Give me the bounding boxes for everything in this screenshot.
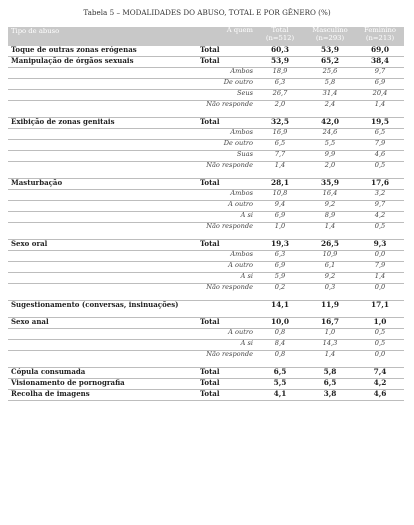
- cell-tipo: [8, 251, 188, 262]
- cell-total: 8,4: [256, 340, 304, 351]
- table-row: [8, 151, 404, 162]
- cell-tipo: Masturbação: [8, 179, 188, 190]
- cell-quem: Total: [188, 318, 256, 329]
- table-row: [8, 240, 404, 251]
- header-total-label: Total: [271, 26, 289, 34]
- cell-masculino: 16,4: [304, 190, 356, 201]
- cell-total: 10,0: [256, 318, 304, 329]
- cell-quem: Total: [188, 46, 256, 57]
- cell-quem: Total: [188, 240, 256, 251]
- cell-feminino: 4,2: [356, 379, 404, 390]
- cell-masculino: 24,6: [304, 129, 356, 140]
- cell-quem: Seus: [188, 90, 256, 101]
- cell-tipo: Sexo anal: [8, 318, 188, 329]
- cell-masculino: 25,6: [304, 68, 356, 79]
- table-row: [8, 68, 404, 79]
- cell-tipo: [8, 284, 188, 301]
- table-row: [8, 351, 404, 368]
- cell-feminino: 17,1: [356, 301, 404, 318]
- table-row: [8, 201, 404, 212]
- cell-quem: Total: [188, 57, 256, 68]
- cell-masculino: 65,2: [304, 57, 356, 68]
- cell-tipo: [8, 90, 188, 101]
- table-row: [8, 223, 404, 240]
- cell-tipo: Sexo oral: [8, 240, 188, 251]
- cell-total: 60,3: [256, 46, 304, 57]
- table-row: [8, 390, 404, 401]
- cell-masculino: 9,2: [304, 201, 356, 212]
- cell-masculino: 11,9: [304, 301, 356, 318]
- header-quem: A quem: [188, 27, 256, 46]
- cell-total: 5,9: [256, 273, 304, 284]
- cell-masculino: 31,4: [304, 90, 356, 101]
- table-row: [8, 101, 404, 118]
- cell-feminino: 17,6: [356, 179, 404, 190]
- cell-feminino: 0,5: [356, 162, 404, 179]
- cell-feminino: 1,4: [356, 273, 404, 284]
- cell-feminino: 38,4: [356, 57, 404, 68]
- table-row: [8, 329, 404, 340]
- cell-quem: Ambos: [188, 129, 256, 140]
- cell-quem: De outro: [188, 140, 256, 151]
- cell-quem: A si: [188, 212, 256, 223]
- cell-quem: Não responde: [188, 351, 256, 368]
- cell-feminino: 9,7: [356, 201, 404, 212]
- abuse-modalities-table: [8, 27, 404, 401]
- cell-total: 6,5: [256, 368, 304, 379]
- cell-total: 16,9: [256, 129, 304, 140]
- cell-quem: A si: [188, 273, 256, 284]
- cell-quem: Não responde: [188, 101, 256, 118]
- cell-tipo: [8, 140, 188, 151]
- cell-feminino: 4,2: [356, 212, 404, 223]
- table-row: [8, 46, 404, 57]
- table-row: [8, 273, 404, 284]
- table-row: [8, 190, 404, 201]
- cell-masculino: 42,0: [304, 118, 356, 129]
- cell-quem: Ambos: [188, 251, 256, 262]
- cell-total: 6,5: [256, 140, 304, 151]
- header-feminino-label: Feminino: [363, 26, 396, 34]
- cell-total: 5,5: [256, 379, 304, 390]
- cell-feminino: 0,5: [356, 340, 404, 351]
- table-row: [8, 284, 404, 301]
- cell-masculino: 1,0: [304, 329, 356, 340]
- cell-total: 1,4: [256, 162, 304, 179]
- cell-masculino: 53,9: [304, 46, 356, 57]
- cell-masculino: 1,4: [304, 351, 356, 368]
- table-row: [8, 262, 404, 273]
- cell-feminino: 6,9: [356, 79, 404, 90]
- cell-quem: Total: [188, 390, 256, 401]
- cell-masculino: 2,4: [304, 101, 356, 118]
- table-row: [8, 212, 404, 223]
- cell-feminino: 4,6: [356, 390, 404, 401]
- cell-total: 6,3: [256, 79, 304, 90]
- cell-tipo: [8, 79, 188, 90]
- cell-masculino: 3,8: [304, 390, 356, 401]
- cell-masculino: 6,1: [304, 262, 356, 273]
- cell-masculino: 1,4: [304, 223, 356, 240]
- cell-total: 6,9: [256, 262, 304, 273]
- table-header: [8, 27, 404, 46]
- cell-quem: A si: [188, 340, 256, 351]
- cell-feminino: 7,4: [356, 368, 404, 379]
- cell-total: 53,9: [256, 57, 304, 68]
- cell-feminino: 9,7: [356, 68, 404, 79]
- cell-masculino: 9,9: [304, 151, 356, 162]
- cell-masculino: 16,7: [304, 318, 356, 329]
- cell-quem: Suas: [188, 151, 256, 162]
- cell-feminino: 0,0: [356, 351, 404, 368]
- header-masculino-n: (n=293): [315, 33, 345, 42]
- table-row: [8, 129, 404, 140]
- cell-total: 7,7: [256, 151, 304, 162]
- cell-masculino: 10,9: [304, 251, 356, 262]
- table-row: [8, 79, 404, 90]
- cell-total: 6,9: [256, 212, 304, 223]
- cell-quem: Não responde: [188, 162, 256, 179]
- cell-total: 10,8: [256, 190, 304, 201]
- cell-feminino: 4,6: [356, 151, 404, 162]
- table-body: [8, 46, 404, 401]
- cell-feminino: 0,0: [356, 284, 404, 301]
- table-row: [8, 90, 404, 101]
- cell-tipo: [8, 340, 188, 351]
- table-row: [8, 251, 404, 262]
- cell-tipo: Cópula consumada: [8, 368, 188, 379]
- cell-total: 2,0: [256, 101, 304, 118]
- cell-quem: Total: [188, 379, 256, 390]
- cell-total: 26,7: [256, 90, 304, 101]
- header-masculino: [304, 27, 356, 46]
- header-masculino-label: Masculino: [312, 26, 348, 34]
- header-feminino: [356, 27, 404, 46]
- cell-masculino: 0,3: [304, 284, 356, 301]
- header-tipo: Tipo de abuso: [8, 27, 188, 46]
- cell-total: 9,4: [256, 201, 304, 212]
- cell-feminino: 7,9: [356, 262, 404, 273]
- cell-quem: De outro: [188, 79, 256, 90]
- cell-tipo: [8, 223, 188, 240]
- cell-tipo: Manipulação de órgãos sexuais: [8, 57, 188, 68]
- cell-tipo: [8, 262, 188, 273]
- table-row: [8, 340, 404, 351]
- cell-tipo: Recolha de imagens: [8, 390, 188, 401]
- cell-quem: Não responde: [188, 223, 256, 240]
- cell-feminino: 6,5: [356, 129, 404, 140]
- cell-quem: [188, 301, 256, 318]
- cell-quem: Total: [188, 179, 256, 190]
- cell-quem: A outro: [188, 329, 256, 340]
- cell-total: 14,1: [256, 301, 304, 318]
- table-row: [8, 118, 404, 129]
- cell-masculino: 8,9: [304, 212, 356, 223]
- cell-total: 28,1: [256, 179, 304, 190]
- cell-masculino: 9,2: [304, 273, 356, 284]
- cell-quem: Total: [188, 118, 256, 129]
- cell-total: 32,5: [256, 118, 304, 129]
- header-total: [256, 27, 304, 46]
- cell-total: 4,1: [256, 390, 304, 401]
- cell-total: 0,2: [256, 284, 304, 301]
- cell-tipo: Exibição de zonas genitais: [8, 118, 188, 129]
- cell-masculino: 14,3: [304, 340, 356, 351]
- cell-tipo: [8, 212, 188, 223]
- cell-tipo: Visionamento de pornografia: [8, 379, 188, 390]
- cell-total: 18,9: [256, 68, 304, 79]
- cell-tipo: [8, 162, 188, 179]
- cell-masculino: 2,0: [304, 162, 356, 179]
- header-total-n: (n=512): [265, 33, 295, 42]
- cell-feminino: 0,5: [356, 223, 404, 240]
- cell-tipo: [8, 151, 188, 162]
- header-feminino-n: (n=213): [365, 33, 395, 42]
- cell-quem: Não responde: [188, 284, 256, 301]
- cell-quem: A outro: [188, 201, 256, 212]
- cell-masculino: 5,8: [304, 79, 356, 90]
- cell-total: 1,0: [256, 223, 304, 240]
- cell-quem: Ambos: [188, 68, 256, 79]
- cell-feminino: 7,9: [356, 140, 404, 151]
- cell-feminino: 1,4: [356, 101, 404, 118]
- cell-total: 0,8: [256, 329, 304, 340]
- cell-tipo: [8, 129, 188, 140]
- cell-tipo: [8, 68, 188, 79]
- table-row: [8, 140, 404, 151]
- cell-feminino: 0,0: [356, 251, 404, 262]
- cell-total: 6,3: [256, 251, 304, 262]
- table-row: [8, 318, 404, 329]
- cell-masculino: 5,8: [304, 368, 356, 379]
- cell-masculino: 26,5: [304, 240, 356, 251]
- table-row: [8, 57, 404, 68]
- cell-tipo: [8, 351, 188, 368]
- table-row: [8, 368, 404, 379]
- cell-quem: A outro: [188, 262, 256, 273]
- cell-feminino: 20,4: [356, 90, 404, 101]
- cell-total: 19,3: [256, 240, 304, 251]
- cell-masculino: 5,5: [304, 140, 356, 151]
- cell-tipo: [8, 101, 188, 118]
- cell-feminino: 19,5: [356, 118, 404, 129]
- cell-tipo: [8, 201, 188, 212]
- cell-total: 0,8: [256, 351, 304, 368]
- table-row: [8, 379, 404, 390]
- cell-tipo: [8, 190, 188, 201]
- cell-masculino: 35,9: [304, 179, 356, 190]
- cell-quem: Ambos: [188, 190, 256, 201]
- table-caption: Tabela 5 – MODALIDADES DO ABUSO, TOTAL E POR GÊNERO (%): [83, 8, 331, 17]
- cell-feminino: 0,5: [356, 329, 404, 340]
- table-row: [8, 179, 404, 190]
- cell-feminino: 3,2: [356, 190, 404, 201]
- cell-feminino: 1,0: [356, 318, 404, 329]
- cell-feminino: 69,0: [356, 46, 404, 57]
- cell-quem: Total: [188, 368, 256, 379]
- cell-tipo: [8, 273, 188, 284]
- cell-feminino: 9,3: [356, 240, 404, 251]
- table-row: [8, 301, 404, 318]
- cell-tipo: Sugestionamento (conversas, insinuações): [8, 301, 188, 318]
- cell-tipo: [8, 329, 188, 340]
- cell-masculino: 6,5: [304, 379, 356, 390]
- table-row: [8, 162, 404, 179]
- cell-tipo: Toque de outras zonas erógenas: [8, 46, 188, 57]
